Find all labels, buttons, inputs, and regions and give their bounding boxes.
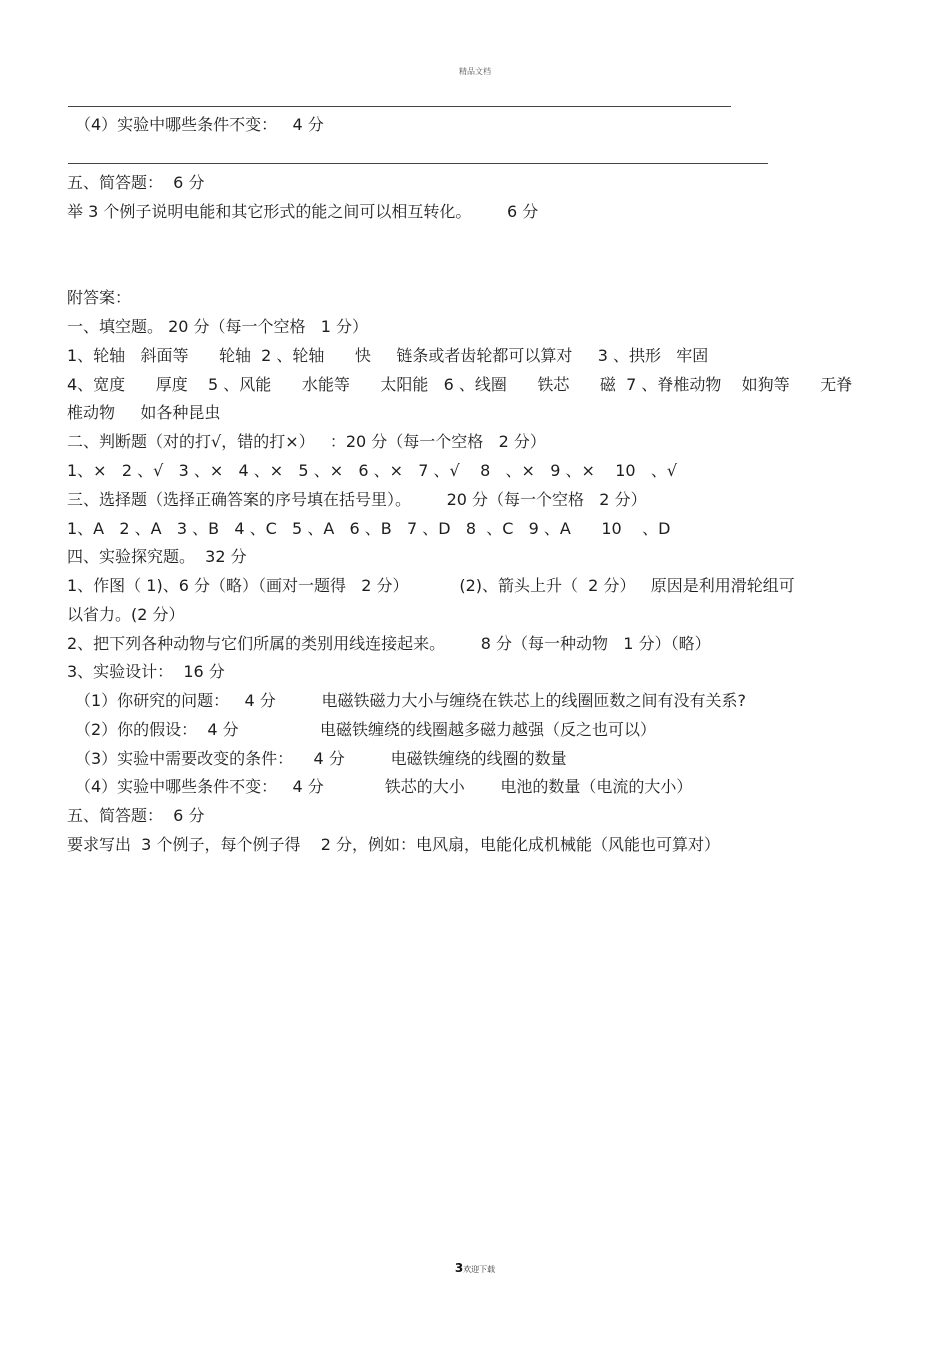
answer-blank-line — [68, 163, 768, 164]
answer-line: 1、× 2 、√ 3 、× 4 、× 5 、× 6 、× 7 、√ 8 、× 9 、× 10 、√ — [67, 461, 678, 480]
answers-section-5-title: 五、简答题： 6 分 — [67, 806, 205, 825]
footer-text: 欢迎下载 — [463, 1265, 496, 1274]
answer-line: 三、选择题（选择正确答案的序号填在括号里）。 20 分（每一个空格 2 分） — [67, 490, 647, 509]
answer-line: 2、把下列各种动物与它们所属的类别用线连接起来。 8 分（每一种动物 1 分）（略） — [67, 634, 711, 653]
design-answer-line: （4）实验中哪些条件不变： 4 分 铁芯的大小 电池的数量（电流的大小） — [75, 777, 693, 796]
answer-blank-line — [68, 106, 731, 107]
answer-line: 四、实验探究题。 32 分 — [67, 547, 247, 566]
answers-section-5-answer: 要求写出 3 个例子，每个例子得 2 分，例如：电风扇，电能化成机械能（风能也可算对） — [67, 835, 721, 854]
answer-line: 以省力。(2 分） — [67, 605, 185, 624]
page-footer — [0, 1261, 950, 1275]
page-number: 3 — [454, 1261, 464, 1275]
design-answer-line: （3）实验中需要改变的条件： 4 分 电磁铁缠绕的线圈的数量 — [75, 749, 567, 768]
section-5-title: 五、简答题： 6 分 — [67, 173, 205, 192]
design-answer-line: （2）你的假设： 4 分 电磁铁缠绕的线圈越多磁力越强（反之也可以） — [75, 720, 656, 739]
answer-line: 3、实验设计： 16 分 — [67, 662, 225, 681]
design-answer-line: （1）你研究的问题： 4 分 电磁铁磁力大小与缠绕在铁芯上的线圈匝数之间有没有关系? — [75, 691, 746, 710]
answer-line: 4、宽度 厚度 5 、风能 水能等 太阳能 6 、线圈 铁芯 磁 7 、脊椎动物 如狗等 无脊 — [67, 375, 853, 394]
answers-title: 附答案： — [67, 288, 132, 307]
section-5-question: 举 3 个例子说明电能和其它形式的能之间可以相互转化。 6 分 — [67, 202, 539, 221]
answer-line: 1、A 2 、A 3 、B 4 、C 5 、A 6 、B 7 、D 8 、C 9 、A 10 、D — [67, 519, 671, 538]
answer-line: 一、填空题。 20 分（每一个空格 1 分） — [67, 317, 369, 336]
question-4-text: （4）实验中哪些条件不变： 4 分 — [75, 115, 324, 134]
answer-line: 1、作图（ 1)、6 分（略）（画对一题得 2 分） (2)、箭头上升（ 2 分） 原因是利用滑轮组可 — [67, 576, 795, 595]
answer-line: 二、判断题（对的打√，错的打×） ：20 分（每一个空格 2 分） — [67, 432, 546, 451]
answer-line: 1、轮轴 斜面等 轮轴 2 、轮轴 快 链条或者齿轮都可以算对 3 、拱形 牢固 — [67, 346, 709, 365]
header-watermark: 精品文档 — [459, 67, 491, 76]
answer-line: 椎动物 如各种昆虫 — [67, 403, 221, 422]
